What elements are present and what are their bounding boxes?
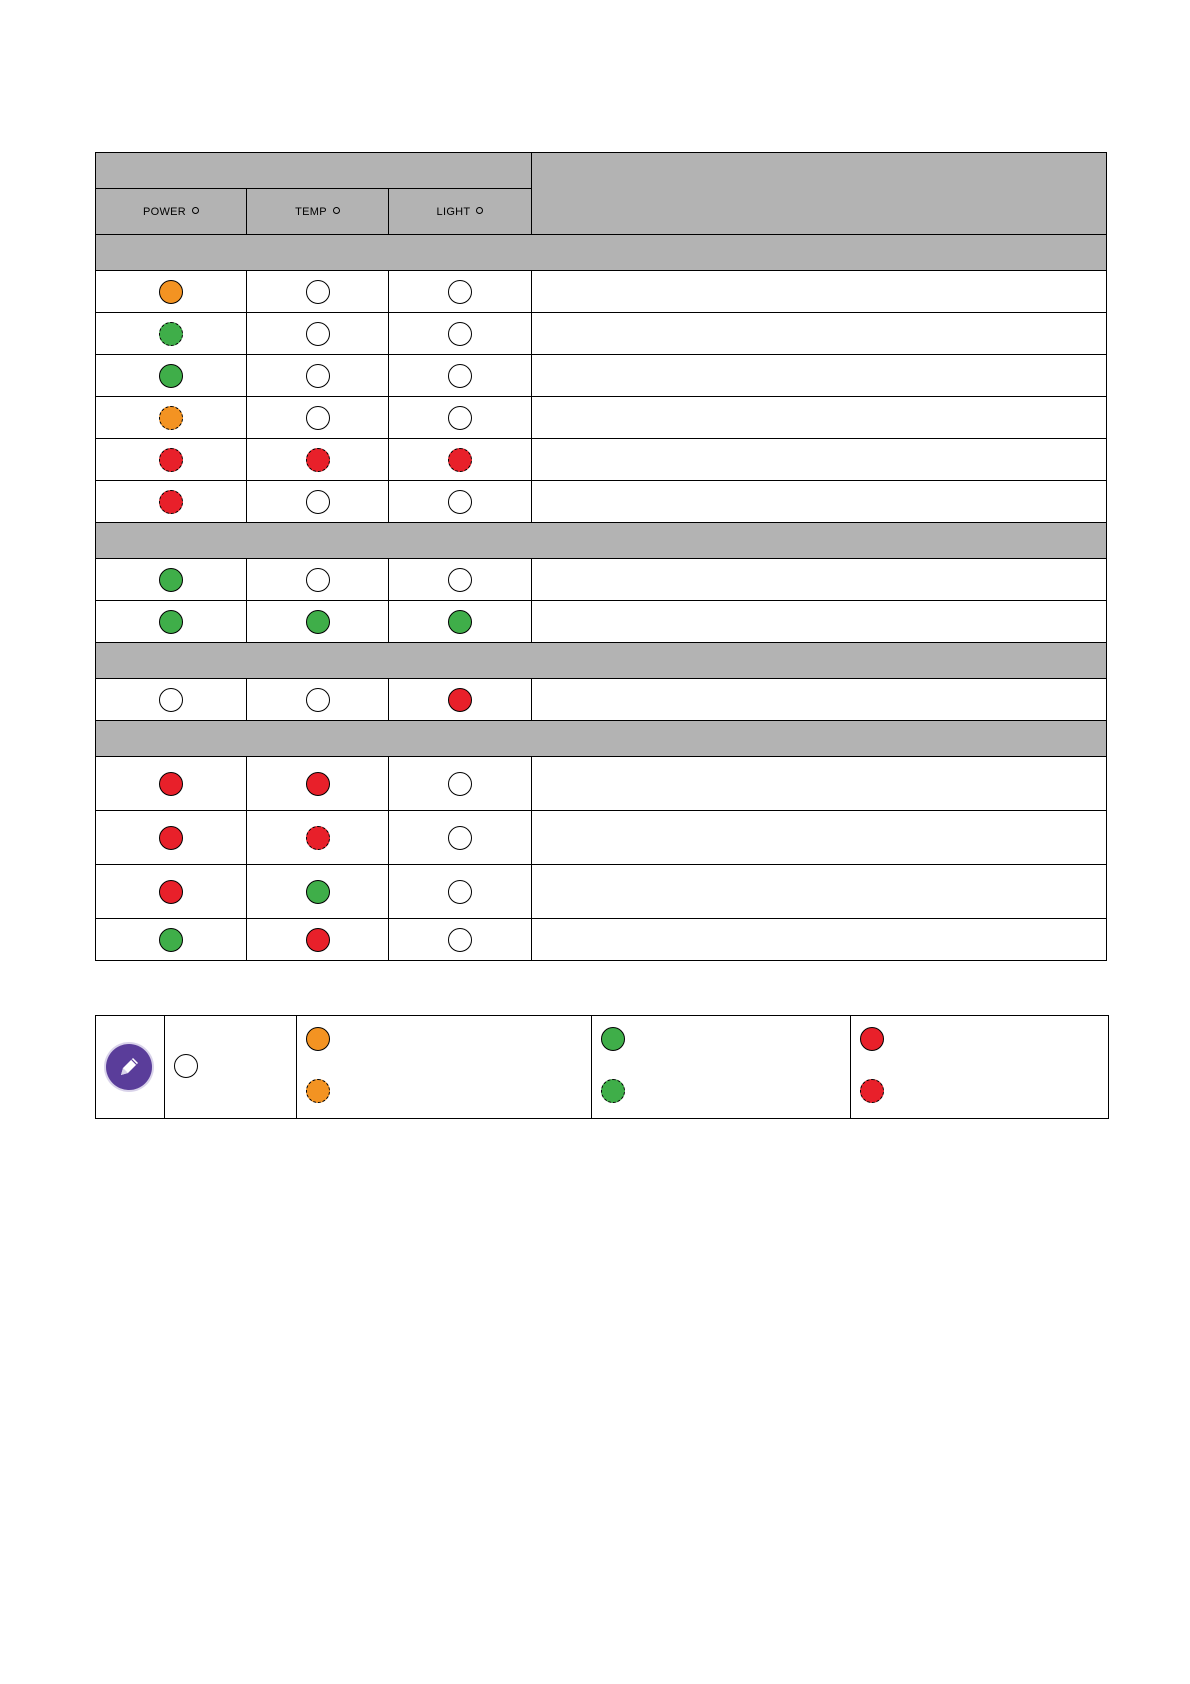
led-green-flashing-icon — [159, 322, 183, 346]
led-red-solid-icon — [860, 1027, 884, 1051]
table-row — [96, 601, 1107, 643]
led-orange-flashing-icon — [159, 406, 183, 430]
note-icon-cell — [96, 1016, 165, 1119]
power-led-cell — [96, 559, 247, 601]
status-description-header — [532, 153, 1107, 235]
temp-led-cell — [247, 919, 389, 961]
legend-note-box — [95, 1015, 1109, 1119]
section-header-row — [96, 523, 1107, 559]
power-led-cell — [96, 355, 247, 397]
column-header-light: LIGHT — [389, 189, 532, 235]
power-led-cell — [96, 865, 247, 919]
led-green-solid-icon — [159, 568, 183, 592]
light-led-cell — [389, 811, 532, 865]
temp-led-cell — [247, 355, 389, 397]
temp-led-cell — [247, 271, 389, 313]
section-header-row — [96, 643, 1107, 679]
led-green-flashing-icon — [601, 1079, 625, 1103]
legend-red — [851, 1016, 1109, 1119]
power-led-cell — [96, 679, 247, 721]
light-led-cell — [389, 313, 532, 355]
led-red-solid-icon — [159, 880, 183, 904]
table-row — [96, 481, 1107, 523]
led-red-flashing-icon — [448, 448, 472, 472]
led-off-icon — [306, 406, 330, 430]
led-green-solid-icon — [306, 610, 330, 634]
light-led-cell — [389, 919, 532, 961]
led-off-icon — [306, 490, 330, 514]
status-description-cell — [532, 601, 1107, 643]
light-led-cell — [389, 757, 532, 811]
status-description-cell — [532, 559, 1107, 601]
temp-led-cell — [247, 313, 389, 355]
led-off-icon — [159, 688, 183, 712]
temp-led-cell — [247, 865, 389, 919]
led-off-icon — [448, 568, 472, 592]
light-led-cell — [389, 355, 532, 397]
section-header-cell — [96, 643, 1107, 679]
table-row — [96, 919, 1107, 961]
led-off-icon — [448, 928, 472, 952]
temp-led-cell — [247, 439, 389, 481]
temp-led-cell — [247, 481, 389, 523]
led-red-solid-icon — [306, 772, 330, 796]
power-led-cell — [96, 757, 247, 811]
table-row — [96, 865, 1107, 919]
led-off-icon — [306, 280, 330, 304]
temp-led-cell — [247, 811, 389, 865]
table-row — [96, 559, 1107, 601]
temp-led-cell — [247, 601, 389, 643]
power-led-cell — [96, 919, 247, 961]
led-red-flashing-icon — [159, 490, 183, 514]
led-off-icon — [448, 406, 472, 430]
led-off-icon — [306, 688, 330, 712]
section-header-cell — [96, 721, 1107, 757]
led-off-icon — [448, 880, 472, 904]
led-off-icon — [448, 826, 472, 850]
table-row — [96, 811, 1107, 865]
led-off-icon — [174, 1054, 198, 1078]
status-description-cell — [532, 757, 1107, 811]
table-row — [96, 355, 1107, 397]
temp-led-cell — [247, 559, 389, 601]
power-led-cell — [96, 439, 247, 481]
led-red-solid-icon — [306, 928, 330, 952]
led-green-solid-icon — [159, 928, 183, 952]
led-red-solid-icon — [159, 772, 183, 796]
power-led-cell — [96, 271, 247, 313]
status-description-cell — [532, 439, 1107, 481]
light-led-cell — [389, 397, 532, 439]
led-off-icon — [448, 280, 472, 304]
table-row — [96, 439, 1107, 481]
section-header-row — [96, 235, 1107, 271]
power-led-cell — [96, 313, 247, 355]
status-description-cell — [532, 397, 1107, 439]
light-led-cell — [389, 865, 532, 919]
table-row — [96, 271, 1107, 313]
led-off-icon — [448, 322, 472, 346]
column-header-temp: TEMP — [247, 189, 389, 235]
led-off-icon — [306, 568, 330, 592]
light-led-cell — [389, 481, 532, 523]
led-red-flashing-icon — [306, 826, 330, 850]
temp-led-cell — [247, 679, 389, 721]
temp-led-cell — [247, 397, 389, 439]
indicator-circle-icon — [476, 207, 483, 214]
section-header-cell — [96, 523, 1107, 559]
light-led-cell — [389, 439, 532, 481]
led-off-icon — [306, 364, 330, 388]
status-description-cell — [532, 313, 1107, 355]
led-off-icon — [448, 364, 472, 388]
led-off-icon — [448, 490, 472, 514]
table-row — [96, 397, 1107, 439]
legend-orange — [297, 1016, 592, 1119]
status-description-cell — [532, 865, 1107, 919]
led-orange-solid-icon — [159, 280, 183, 304]
light-led-cell — [389, 601, 532, 643]
status-description-cell — [532, 271, 1107, 313]
led-off-icon — [306, 322, 330, 346]
light-led-cell — [389, 679, 532, 721]
led-red-flashing-icon — [860, 1079, 884, 1103]
legend-green — [592, 1016, 851, 1119]
section-header-cell — [96, 235, 1107, 271]
column-header-power: POWER — [96, 189, 247, 235]
indicator-circle-icon — [333, 207, 340, 214]
status-description-cell — [532, 919, 1107, 961]
legend-off — [165, 1016, 297, 1119]
led-red-flashing-icon — [306, 448, 330, 472]
status-description-cell — [532, 355, 1107, 397]
pencil-note-icon — [106, 1044, 152, 1090]
led-indicator-table — [95, 152, 1107, 961]
led-orange-solid-icon — [306, 1027, 330, 1051]
led-green-solid-icon — [159, 610, 183, 634]
led-green-solid-icon — [601, 1027, 625, 1051]
table-body — [96, 235, 1107, 961]
table-row — [96, 757, 1107, 811]
status-description-cell — [532, 481, 1107, 523]
table-row — [96, 313, 1107, 355]
led-orange-flashing-icon — [306, 1079, 330, 1103]
power-led-cell — [96, 397, 247, 439]
section-header-row — [96, 721, 1107, 757]
led-red-solid-icon — [159, 826, 183, 850]
led-red-solid-icon — [448, 688, 472, 712]
led-green-solid-icon — [306, 880, 330, 904]
power-led-cell — [96, 811, 247, 865]
light-header — [96, 153, 532, 189]
power-led-cell — [96, 481, 247, 523]
table-row — [96, 679, 1107, 721]
indicator-circle-icon — [192, 207, 199, 214]
temp-led-cell — [247, 757, 389, 811]
led-off-icon — [448, 772, 472, 796]
led-green-solid-icon — [159, 364, 183, 388]
light-led-cell — [389, 271, 532, 313]
status-description-cell — [532, 679, 1107, 721]
status-description-cell — [532, 811, 1107, 865]
light-led-cell — [389, 559, 532, 601]
led-green-solid-icon — [448, 610, 472, 634]
led-red-flashing-icon — [159, 448, 183, 472]
power-led-cell — [96, 601, 247, 643]
